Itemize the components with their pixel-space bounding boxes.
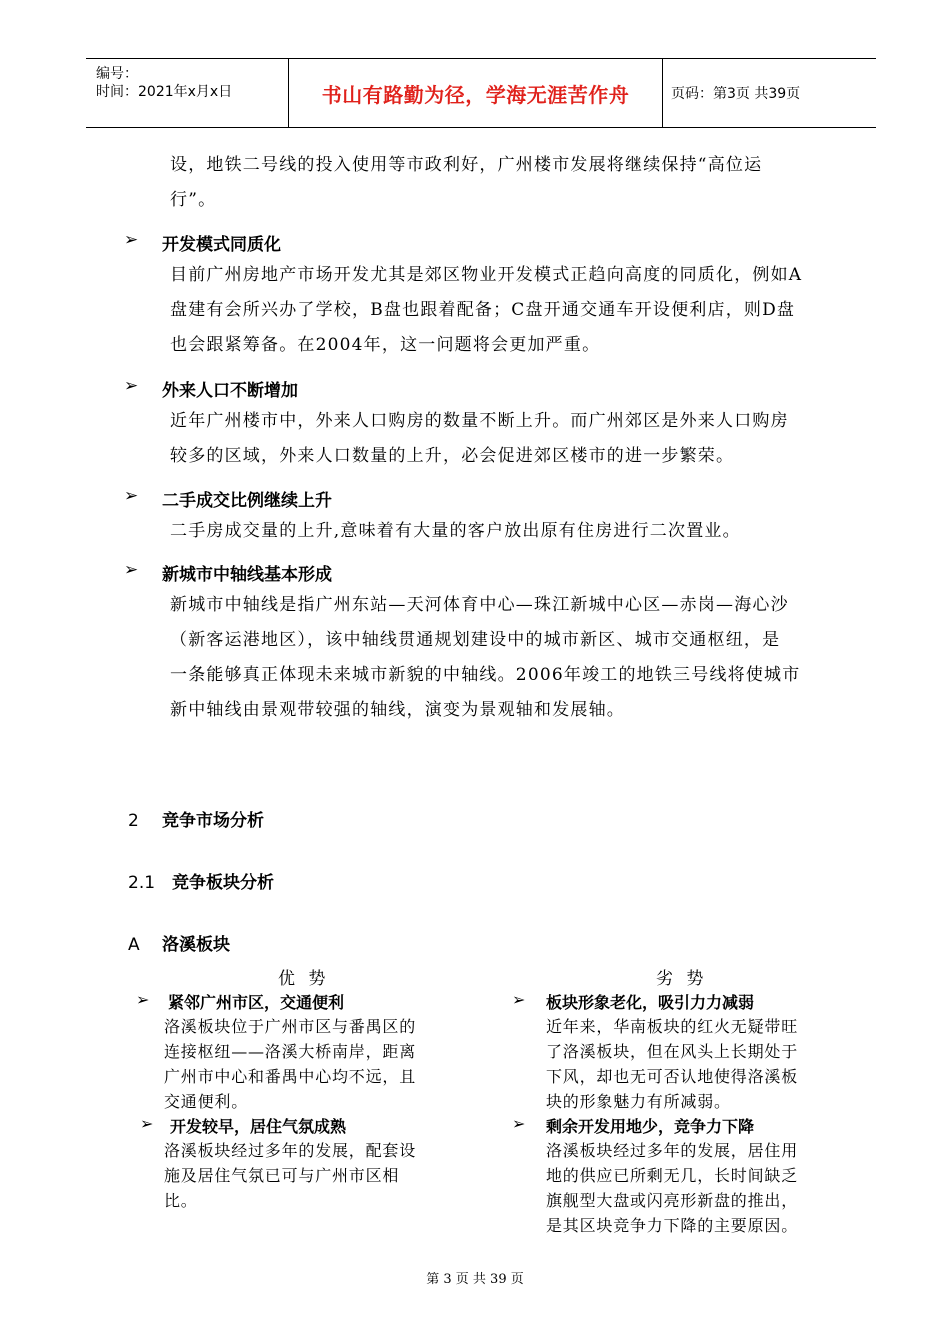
bullet-arrow-icon: ➢	[512, 990, 526, 1009]
bullet-arrow-icon: ➢	[136, 990, 150, 1009]
section-title: 开发模式同质化	[162, 235, 281, 255]
disadvantage-item-title: 板块形象老化，吸引力力减弱	[546, 993, 755, 1012]
header-meta-cell	[86, 59, 289, 127]
paragraph-line: 一条能够真正体现未来城市新貌的中轴线。2006年竣工的地铁三号线将使城市	[170, 665, 801, 685]
text-line: 连接枢纽——洛溪大桥南岸，距离	[164, 1042, 417, 1061]
text-line: 广州市中心和番禺中心均不远，且	[164, 1067, 417, 1086]
intro-line: 行”。	[170, 190, 217, 210]
text-line: 下风，却也无可否认地使得洛溪板	[546, 1067, 799, 1086]
heading-title: 竞争板块分析	[172, 873, 274, 893]
text-line: 交通便利。	[164, 1092, 249, 1111]
advantage-item-title: 开发较早，居住气氛成熟	[170, 1117, 347, 1136]
text-line: 比。	[164, 1191, 198, 1210]
advantage-item-title: 紧邻广州市区，交通便利	[168, 993, 345, 1012]
text-line: 洛溪板块位于广州市区与番禺区的	[164, 1017, 417, 1036]
page-info: 页码：第3页 共39页	[671, 86, 801, 102]
page-header	[86, 58, 876, 128]
heading-number: 2.1	[128, 873, 156, 893]
section-paragraph	[170, 258, 838, 363]
paragraph-line: 二手房成交量的上升,意味着有大量的客户放出原有住房进行二次置业。	[170, 521, 741, 541]
paragraph-line: 盘建有会所兴办了学校，B盘也跟着配备；C盘开通交通车开设便利店，则D盘	[170, 300, 796, 320]
section-title: 新城市中轴线基本形成	[162, 565, 332, 585]
heading-2-1	[128, 868, 274, 893]
paragraph-line: 新中轴线由景观带较强的轴线，演变为景观轴和发展轴。	[170, 700, 625, 720]
disadvantage-item-text	[546, 1138, 838, 1238]
advantage-item-text	[164, 1138, 456, 1213]
heading-title: 竞争市场分析	[162, 811, 264, 831]
bullet-arrow-icon: ➢	[512, 1114, 526, 1133]
heading-2	[128, 806, 264, 831]
paragraph-line: 目前广州房地产市场开发尤其是郊区物业开发模式正趋向高度的同质化，例如A	[170, 265, 803, 285]
heading-number: A	[128, 935, 140, 955]
disadvantage-item-text	[546, 1014, 838, 1114]
paragraph-line: （新客运港地区），该中轴线贯通规划建设中的城市新区、城市交通枢纽，是	[170, 630, 781, 650]
heading-a	[128, 930, 230, 955]
page-footer: 第 3 页 共 39 页	[426, 1272, 524, 1287]
section-title: 二手成交比例继续上升	[162, 491, 332, 511]
motto: 书山有路勤为径，学海无涯苦作舟	[321, 82, 630, 107]
bullet-arrow-icon: ➢	[140, 1114, 154, 1133]
paragraph-line: 近年广州楼市中，外来人口购房的数量不断上升。而广州郊区是外来人口购房	[170, 411, 789, 431]
bullet-arrow-icon: ➢	[124, 486, 139, 506]
header-page-cell	[663, 59, 876, 127]
bullet-arrow-icon: ➢	[124, 560, 139, 580]
advantages-title: 优 势	[278, 969, 330, 989]
section-title: 外来人口不断增加	[162, 381, 298, 401]
serial-label: 编号：	[96, 66, 138, 82]
section-paragraph	[170, 404, 838, 474]
section-paragraph	[170, 514, 838, 549]
text-line: 近年来，华南板块的红火无疑带旺	[546, 1017, 799, 1036]
section-paragraph	[170, 588, 838, 728]
text-line: 地的供应已所剩无几，长时间缺乏	[546, 1166, 799, 1185]
text-line: 洛溪板块经过多年的发展，居住用	[546, 1141, 799, 1160]
text-line: 块的形象魅力有所减弱。	[546, 1092, 731, 1111]
advantage-item-text	[164, 1014, 456, 1114]
text-line: 是其区块竞争力下降的主要原因。	[546, 1216, 799, 1235]
text-line: 了洛溪板块，但在风头上长期处于	[546, 1042, 799, 1061]
paragraph-line: 也会跟紧筹备。在2004年，这一问题将会更加严重。	[170, 335, 601, 355]
paragraph-line: 较多的区域，外来人口数量的上升，必会促进郊区楼市的进一步繁荣。	[170, 446, 735, 466]
heading-number: 2	[128, 811, 139, 831]
heading-title: 洛溪板块	[162, 935, 230, 955]
disadvantages-title: 劣 势	[656, 969, 708, 989]
intro-line: 设，地铁二号线的投入使用等市政利好，广州楼市发展将继续保持“高位运	[170, 155, 763, 175]
text-line: 施及居住气氛已可与广州市区相	[164, 1166, 400, 1185]
intro-paragraph	[170, 148, 838, 218]
bullet-arrow-icon: ➢	[124, 230, 139, 250]
text-line: 旗舰型大盘或闪亮形新盘的推出，	[546, 1191, 799, 1210]
date-line: 时间：2021年x月x日	[96, 84, 233, 100]
paragraph-line: 新城市中轴线是指广州东站—天河体育中心—珠江新城中心区—赤岗—海心沙	[170, 595, 789, 615]
text-line: 洛溪板块经过多年的发展，配套设	[164, 1141, 417, 1160]
header-motto-cell	[289, 59, 663, 127]
bullet-arrow-icon: ➢	[124, 376, 139, 396]
disadvantage-item-title: 剩余开发用地少，竞争力下降	[546, 1117, 755, 1136]
